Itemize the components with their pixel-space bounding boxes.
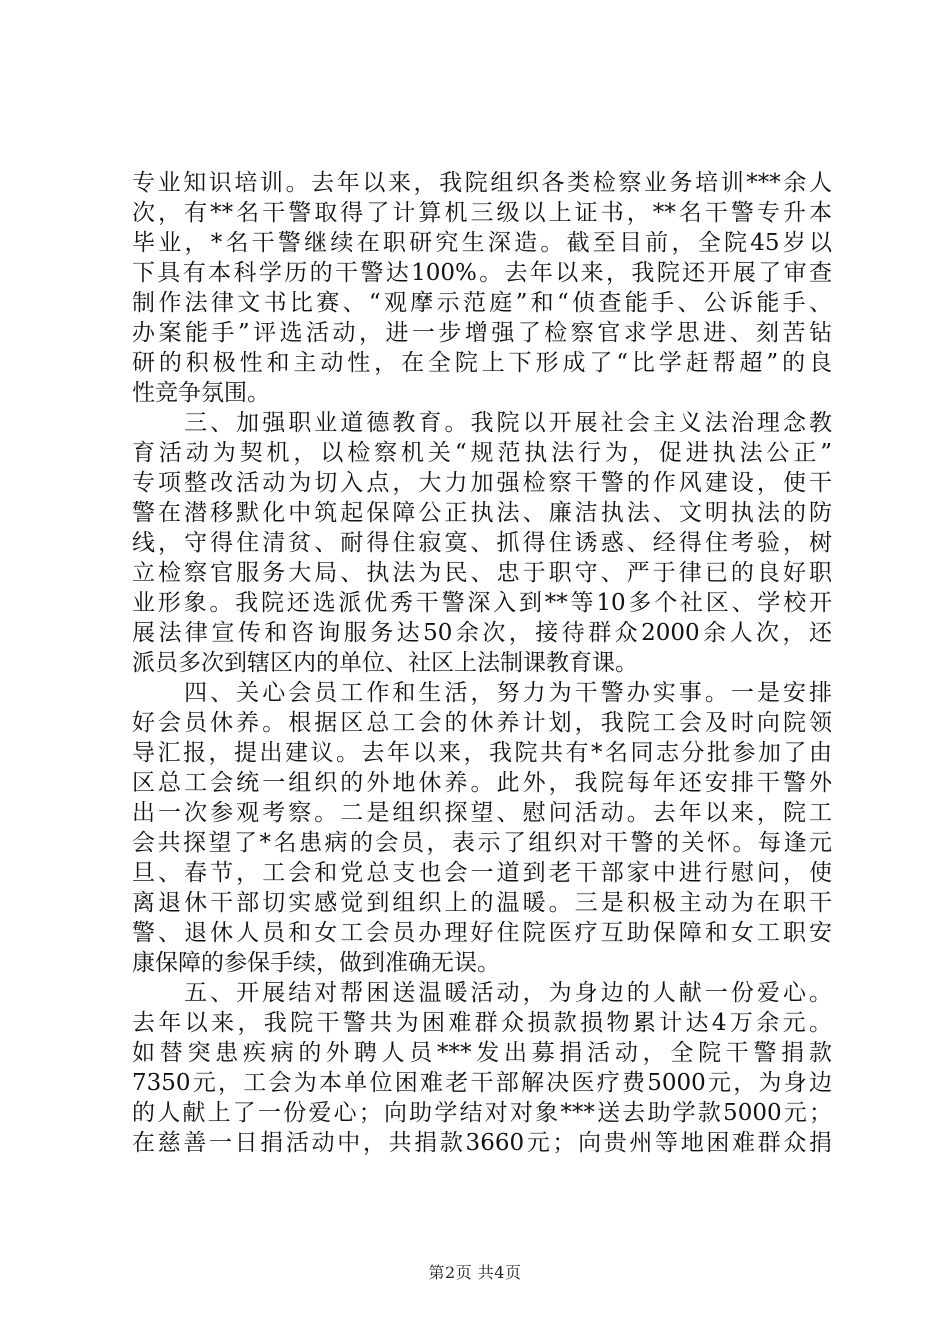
text-line: 在慈善一日捐活动中，共捐款3660元；向贵州等地困难群众捐 (132, 1130, 832, 1156)
text-line: 离退休干部切实感觉到组织上的温暖。三是积极主动为在职干 (132, 890, 832, 916)
text-line: 次，有**名干警取得了计算机三级以上证书，**名干警专升本 (132, 200, 832, 226)
text-line: 出一次参观考察。二是组织探望、慰问活动。去年以来，院工 (132, 800, 832, 826)
text-line: 7350元，工会为本单位困难老干部解决医疗费5000元，为身边 (132, 1070, 832, 1096)
text-line: 旦、春节，工会和党总支也会一道到老干部家中进行慰问，使 (132, 860, 832, 886)
text-line: 办案能手”评选活动，进一步增强了检察官求学思进、刻苦钻 (132, 320, 832, 346)
text-line: 立检察官服务大局、执法为民、忠于职守、严于律已的良好职 (132, 560, 832, 586)
text-line: 研的积极性和主动性，在全院上下形成了“比学赶帮超”的良 (132, 350, 832, 376)
document-body (132, 168, 832, 1158)
text-line: 三、加强职业道德教育。我院以开展社会主义法治理念教 (132, 410, 832, 436)
text-line: 展法律宣传和咨询服务达50余次，接待群众2000余人次，还 (132, 620, 832, 646)
text-line: 专业知识培训。去年以来，我院组织各类检察业务培训***余人 (132, 170, 832, 196)
text-line: 制作法律文书比赛、“观摩示范庭”和“侦查能手、公诉能手、 (132, 290, 832, 316)
page-number-footer: 第2页 共4页 (428, 1263, 522, 1282)
text-line: 毕业，*名干警继续在职研究生深造。截至目前，全院45岁以 (132, 230, 832, 256)
text-line: 警在潜移默化中筑起保障公正执法、廉洁执法、文明执法的防 (132, 500, 832, 526)
text-line: 会共探望了*名患病的会员，表示了组织对干警的关怀。每逢元 (132, 830, 832, 856)
text-line: 四、关心会员工作和生活，努力为干警办实事。一是安排 (132, 680, 832, 706)
text-line: 导汇报，提出建议。去年以来，我院共有*名同志分批参加了由 (132, 740, 832, 766)
text-line: 下具有本科学历的干警达100%。去年以来，我院还开展了审查 (132, 260, 832, 286)
text-line: 去年以来，我院干警共为困难群众损款损物累计达4万余元。 (132, 1010, 832, 1036)
text-line: 康保障的参保手续，做到准确无误。 (132, 950, 500, 976)
text-line: 派员多次到辖区内的单位、社区上法制课教育课。 (132, 650, 638, 676)
text-line: 好会员休养。根据区总工会的休养计划，我院工会及时向院领 (132, 710, 832, 736)
text-line: 如替突患疾病的外聘人员***发出募捐活动，全院干警捐款 (132, 1040, 832, 1066)
text-line: 五、开展结对帮困送温暖活动，为身边的人献一份爱心。 (132, 980, 832, 1006)
text-line: 专项整改活动为切入点，大力加强检察干警的作风建设，使干 (132, 470, 832, 496)
text-line: 的人献上了一份爱心；向助学结对对象***送去助学款5000元； (132, 1100, 832, 1126)
text-line: 育活动为契机，以检察机关“规范执法行为，促进执法公正” (132, 440, 832, 466)
text-line: 业形象。我院还选派优秀干警深入到**等10多个社区、学校开 (132, 590, 832, 616)
text-line: 区总工会统一组织的外地休养。此外，我院每年还安排干警外 (132, 770, 832, 796)
text-line: 警、退休人员和女工会员办理好住院医疗互助保障和女工职安 (132, 920, 832, 946)
text-line: 性竞争氛围。 (132, 380, 270, 406)
text-line: 线，守得住清贫、耐得住寂寞、抓得住诱惑、经得住考验，树 (132, 530, 832, 556)
